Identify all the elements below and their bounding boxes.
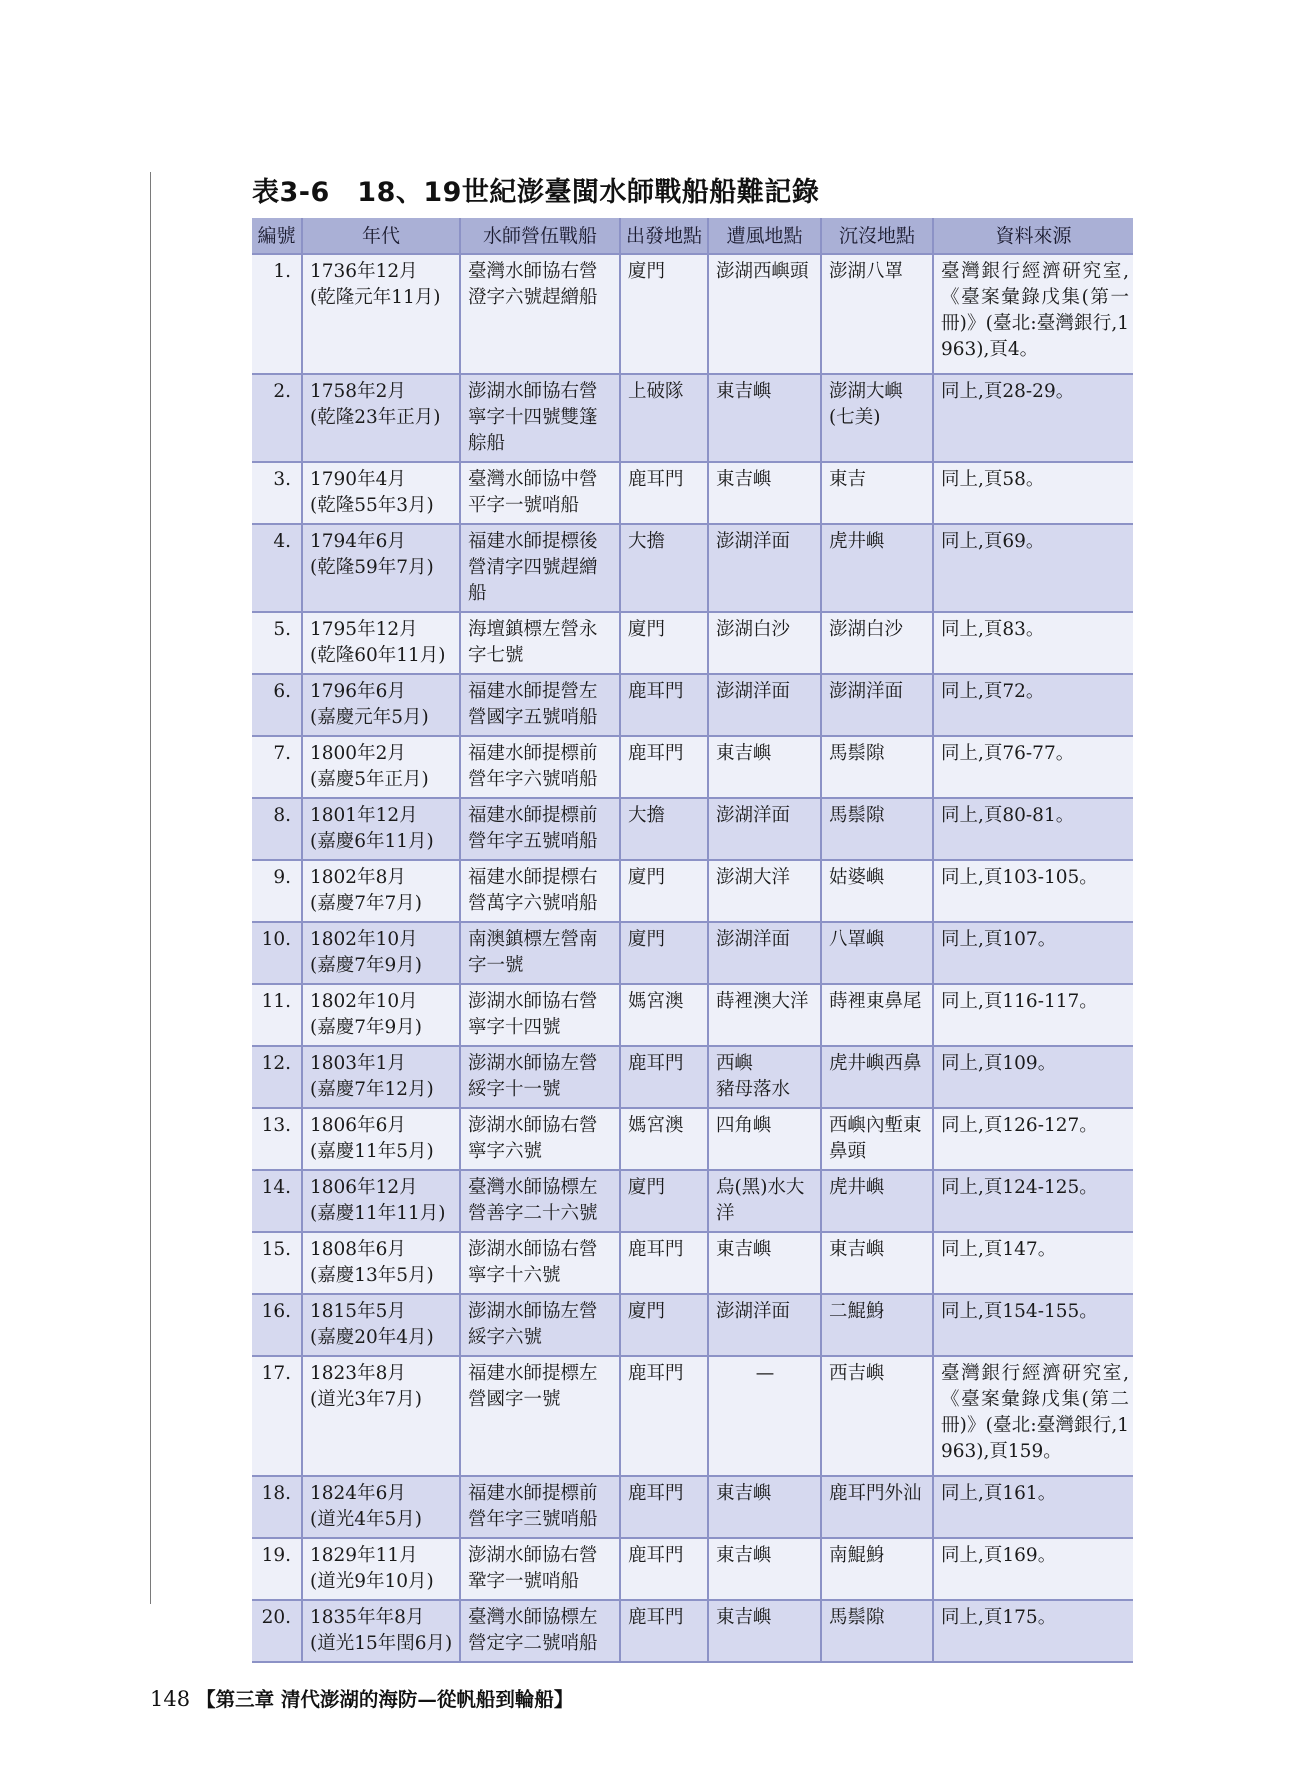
table-row — [252, 798, 1133, 860]
cell-source: 同上,頁83。 — [933, 612, 1133, 674]
cell-number: 20. — [252, 1600, 302, 1662]
table-row — [252, 254, 1133, 374]
cell-ship: 福建水師提標右營萬字六號哨船 — [460, 860, 620, 922]
cell-source: 同上,頁58。 — [933, 462, 1133, 524]
table-title: 表3-6 18、19世紀澎臺閩水師戰船船難記錄 — [252, 177, 820, 208]
cell-departure: 鹿耳門 — [620, 1476, 708, 1538]
col-header-source: 資料來源 — [933, 218, 1133, 254]
table-row — [252, 1108, 1133, 1170]
cell-number: 4. — [252, 524, 302, 612]
table-row — [252, 524, 1133, 612]
cell-number: 16. — [252, 1294, 302, 1356]
cell-departure: 鹿耳門 — [620, 674, 708, 736]
cell-year-reign: (乾隆60年11月) — [310, 645, 446, 666]
cell-number: 13. — [252, 1108, 302, 1170]
cell-year-reign: (嘉慶11年5月) — [310, 1141, 434, 1162]
cell-year — [302, 1600, 460, 1662]
cell-storm-location: 東吉嶼 — [708, 374, 821, 462]
cell-year — [302, 860, 460, 922]
cell-departure: 媽宮澳 — [620, 984, 708, 1046]
cell-ship: 福建水師提標前營年字六號哨船 — [460, 736, 620, 798]
table-row — [252, 922, 1133, 984]
cell-departure: 廈門 — [620, 1294, 708, 1356]
cell-departure: 廈門 — [620, 254, 708, 374]
cell-departure: 鹿耳門 — [620, 736, 708, 798]
cell-departure: 鹿耳門 — [620, 1600, 708, 1662]
cell-ship: 福建水師提營左營國字五號哨船 — [460, 674, 620, 736]
cell-year — [302, 922, 460, 984]
cell-year-gregorian: 1806年12月 — [310, 1177, 418, 1198]
cell-departure: 上破隊 — [620, 374, 708, 462]
cell-ship: 澎湖水師協右營寧字十四號 — [460, 984, 620, 1046]
cell-year-reign: (嘉慶7年9月) — [310, 1017, 422, 1038]
cell-year-gregorian: 1815年5月 — [310, 1301, 406, 1322]
cell-year-reign: (道光4年5月) — [310, 1509, 422, 1530]
cell-sinking-location: 南鯤鯓 — [821, 1538, 933, 1600]
cell-storm-location: 東吉嶼 — [708, 1476, 821, 1538]
cell-year-gregorian: 1794年6月 — [310, 531, 406, 552]
table-row — [252, 1356, 1133, 1476]
cell-ship: 澎湖水師協右營寧字十六號 — [460, 1232, 620, 1294]
cell-source: 同上,頁169。 — [933, 1538, 1133, 1600]
cell-storm-location: 東吉嶼 — [708, 1232, 821, 1294]
cell-year-gregorian: 1835年年8月 — [310, 1607, 425, 1628]
cell-number: 10. — [252, 922, 302, 984]
cell-ship: 南澳鎮標左營南字一號 — [460, 922, 620, 984]
cell-sinking-location: 西吉嶼 — [821, 1356, 933, 1476]
cell-departure: 大擔 — [620, 524, 708, 612]
cell-storm-location: 澎湖洋面 — [708, 524, 821, 612]
cell-sinking-location: 鹿耳門外汕 — [821, 1476, 933, 1538]
page-footer — [150, 1684, 573, 1712]
cell-departure: 廈門 — [620, 1170, 708, 1232]
cell-number: 17. — [252, 1356, 302, 1476]
cell-source: 同上,頁109。 — [933, 1046, 1133, 1108]
cell-year-reign: (乾隆元年11月) — [310, 287, 441, 308]
cell-number: 14. — [252, 1170, 302, 1232]
table-row — [252, 736, 1133, 798]
cell-ship: 澎湖水師協左營綏字十一號 — [460, 1046, 620, 1108]
cell-year-gregorian: 1800年2月 — [310, 743, 406, 764]
cell-sinking-location: 東吉 — [821, 462, 933, 524]
cell-year — [302, 1108, 460, 1170]
cell-source: 臺灣銀行經濟研究室,《臺案彙錄戊集(第一冊)》(臺北:臺灣銀行,1963),頁4。 — [933, 254, 1133, 374]
cell-year-reign: (嘉慶20年4月) — [310, 1327, 434, 1348]
cell-number: 8. — [252, 798, 302, 860]
table-row — [252, 612, 1133, 674]
cell-storm-location: 澎湖洋面 — [708, 922, 821, 984]
cell-sinking-location: 澎湖洋面 — [821, 674, 933, 736]
cell-year-gregorian: 1824年6月 — [310, 1483, 406, 1504]
col-header-departure: 出發地點 — [620, 218, 708, 254]
table-row — [252, 860, 1133, 922]
cell-number: 2. — [252, 374, 302, 462]
cell-source: 同上,頁72。 — [933, 674, 1133, 736]
cell-sinking-location: 虎井嶼西鼻 — [821, 1046, 933, 1108]
cell-storm-location: 澎湖白沙 — [708, 612, 821, 674]
cell-year — [302, 612, 460, 674]
cell-year-gregorian: 1808年6月 — [310, 1239, 406, 1260]
cell-year-reign: (嘉慶13年5月) — [310, 1265, 434, 1286]
cell-source: 同上,頁107。 — [933, 922, 1133, 984]
shipwreck-table — [252, 218, 1133, 1663]
cell-year-reign: (乾隆23年正月) — [310, 407, 441, 428]
cell-storm-location: 東吉嶼 — [708, 736, 821, 798]
cell-departure: 鹿耳門 — [620, 1232, 708, 1294]
cell-storm-location: 烏(黑)水大洋 — [708, 1170, 821, 1232]
table-row — [252, 1476, 1133, 1538]
cell-ship: 海壇鎮標左營永字七號 — [460, 612, 620, 674]
table-row — [252, 1294, 1133, 1356]
cell-year-gregorian: 1823年8月 — [310, 1363, 406, 1384]
cell-sinking-location: 虎井嶼 — [821, 1170, 933, 1232]
table-body — [252, 254, 1133, 1662]
cell-year-reign: (嘉慶7年9月) — [310, 955, 422, 976]
cell-sinking-location: 蒔裡東鼻尾 — [821, 984, 933, 1046]
cell-departure: 鹿耳門 — [620, 1356, 708, 1476]
cell-number: 3. — [252, 462, 302, 524]
cell-ship: 臺灣水師協中營平字一號哨船 — [460, 462, 620, 524]
cell-ship: 臺灣水師協標左營善字二十六號 — [460, 1170, 620, 1232]
cell-storm-location: 西嶼 豬母落水 — [708, 1046, 821, 1108]
cell-source: 同上,頁175。 — [933, 1600, 1133, 1662]
cell-year-gregorian: 1790年4月 — [310, 469, 406, 490]
cell-source: 臺灣銀行經濟研究室,《臺案彙錄戊集(第二冊)》(臺北:臺灣銀行,1963),頁159。 — [933, 1356, 1133, 1476]
cell-year-reign: (嘉慶7年12月) — [310, 1079, 434, 1100]
cell-departure: 廈門 — [620, 922, 708, 984]
cell-year-reign: (道光15年閏6月) — [310, 1633, 453, 1654]
cell-sinking-location: 八罩嶼 — [821, 922, 933, 984]
table-row — [252, 462, 1133, 524]
table-header-row — [252, 218, 1133, 254]
cell-year — [302, 1538, 460, 1600]
cell-ship: 澎湖水師協右營寧字十四號雙篷䑸船 — [460, 374, 620, 462]
cell-ship: 福建水師提標後營清字四號趕繒船 — [460, 524, 620, 612]
cell-storm-location: 澎湖洋面 — [708, 798, 821, 860]
table-row — [252, 674, 1133, 736]
cell-storm-location: 蒔裡澳大洋 — [708, 984, 821, 1046]
col-header-storm-location: 遭風地點 — [708, 218, 821, 254]
cell-storm-location: 四角嶼 — [708, 1108, 821, 1170]
cell-number: 15. — [252, 1232, 302, 1294]
cell-storm-location: 澎湖洋面 — [708, 674, 821, 736]
col-header-number: 編號 — [252, 218, 302, 254]
cell-storm-location: — — [708, 1356, 821, 1476]
cell-number: 12. — [252, 1046, 302, 1108]
cell-source: 同上,頁80-81。 — [933, 798, 1133, 860]
col-header-sinking-location: 沉沒地點 — [821, 218, 933, 254]
table-row — [252, 984, 1133, 1046]
cell-sinking-location: 澎湖白沙 — [821, 612, 933, 674]
cell-source: 同上,頁147。 — [933, 1232, 1133, 1294]
cell-year-reign: (道光9年10月) — [310, 1571, 434, 1592]
cell-source: 同上,頁116-117。 — [933, 984, 1133, 1046]
table-row — [252, 1232, 1133, 1294]
cell-ship: 福建水師提標左營國字一號 — [460, 1356, 620, 1476]
cell-departure: 大擔 — [620, 798, 708, 860]
cell-year — [302, 1356, 460, 1476]
cell-year-gregorian: 1796年6月 — [310, 681, 406, 702]
cell-year — [302, 1046, 460, 1108]
cell-sinking-location: 澎湖大嶼(七美) — [821, 374, 933, 462]
cell-sinking-location: 馬鬃隙 — [821, 798, 933, 860]
cell-year — [302, 524, 460, 612]
cell-number: 9. — [252, 860, 302, 922]
cell-year — [302, 798, 460, 860]
cell-source: 同上,頁103-105。 — [933, 860, 1133, 922]
cell-year — [302, 254, 460, 374]
chapter-title: 【第三章 清代澎湖的海防—從帆船到輪船】 — [196, 1688, 574, 1711]
cell-sinking-location: 馬鬃隙 — [821, 736, 933, 798]
cell-ship: 澎湖水師協右營鞏字一號哨船 — [460, 1538, 620, 1600]
cell-year-reign: (嘉慶11年11月) — [310, 1203, 446, 1224]
cell-year-reign: (嘉慶7年7月) — [310, 893, 422, 914]
col-header-ship: 水師營伍戰船 — [460, 218, 620, 254]
margin-rule — [150, 172, 151, 1604]
cell-departure: 鹿耳門 — [620, 1538, 708, 1600]
cell-year — [302, 1170, 460, 1232]
cell-sinking-location: 西嶼內塹東鼻頭 — [821, 1108, 933, 1170]
cell-ship: 澎湖水師協右營寧字六號 — [460, 1108, 620, 1170]
cell-source: 同上,頁76-77。 — [933, 736, 1133, 798]
cell-year-reign: (道光3年7月) — [310, 1389, 422, 1410]
cell-year-reign: (乾隆59年7月) — [310, 557, 434, 578]
cell-storm-location: 東吉嶼 — [708, 462, 821, 524]
cell-departure: 媽宮澳 — [620, 1108, 708, 1170]
cell-number: 1. — [252, 254, 302, 374]
cell-source: 同上,頁28-29。 — [933, 374, 1133, 462]
cell-storm-location: 東吉嶼 — [708, 1600, 821, 1662]
cell-sinking-location: 馬鬃隙 — [821, 1600, 933, 1662]
cell-year-reign: (嘉慶元年5月) — [310, 707, 429, 728]
cell-ship: 福建水師提標前營年字五號哨船 — [460, 798, 620, 860]
cell-year-gregorian: 1795年12月 — [310, 619, 418, 640]
cell-ship: 澎湖水師協左營綏字六號 — [460, 1294, 620, 1356]
cell-ship: 臺灣水師協標左營定字二號哨船 — [460, 1600, 620, 1662]
cell-source: 同上,頁161。 — [933, 1476, 1133, 1538]
cell-sinking-location: 東吉嶼 — [821, 1232, 933, 1294]
table-row — [252, 1170, 1133, 1232]
table-row — [252, 1600, 1133, 1662]
cell-year — [302, 462, 460, 524]
cell-source: 同上,頁124-125。 — [933, 1170, 1133, 1232]
cell-year — [302, 1476, 460, 1538]
page-number: 148 — [150, 1687, 191, 1711]
cell-number: 11. — [252, 984, 302, 1046]
cell-year-gregorian: 1802年8月 — [310, 867, 406, 888]
table-container — [252, 218, 1133, 1663]
cell-storm-location: 東吉嶼 — [708, 1538, 821, 1600]
cell-year — [302, 374, 460, 462]
cell-year — [302, 1232, 460, 1294]
table-row — [252, 374, 1133, 462]
cell-year-reign: (乾隆55年3月) — [310, 495, 434, 516]
cell-year-gregorian: 1803年1月 — [310, 1053, 406, 1074]
cell-storm-location: 澎湖洋面 — [708, 1294, 821, 1356]
cell-sinking-location: 虎井嶼 — [821, 524, 933, 612]
table-row — [252, 1046, 1133, 1108]
cell-departure: 鹿耳門 — [620, 1046, 708, 1108]
cell-number: 5. — [252, 612, 302, 674]
cell-year-gregorian: 1802年10月 — [310, 991, 418, 1012]
cell-departure: 廈門 — [620, 860, 708, 922]
cell-number: 7. — [252, 736, 302, 798]
cell-number: 6. — [252, 674, 302, 736]
cell-source: 同上,頁69。 — [933, 524, 1133, 612]
table-row — [252, 1538, 1133, 1600]
cell-storm-location: 澎湖大洋 — [708, 860, 821, 922]
cell-year-gregorian: 1806年6月 — [310, 1115, 406, 1136]
cell-number: 18. — [252, 1476, 302, 1538]
cell-departure: 廈門 — [620, 612, 708, 674]
cell-year-reign: (嘉慶6年11月) — [310, 831, 434, 852]
cell-year-gregorian: 1802年10月 — [310, 929, 418, 950]
cell-year-gregorian: 1829年11月 — [310, 1545, 418, 1566]
cell-source: 同上,頁154-155。 — [933, 1294, 1133, 1356]
cell-year-gregorian: 1801年12月 — [310, 805, 418, 826]
cell-year-reign: (嘉慶5年正月) — [310, 769, 429, 790]
cell-sinking-location: 二鯤鯓 — [821, 1294, 933, 1356]
cell-year — [302, 1294, 460, 1356]
cell-number: 19. — [252, 1538, 302, 1600]
cell-sinking-location: 姑婆嶼 — [821, 860, 933, 922]
col-header-year: 年代 — [302, 218, 460, 254]
cell-ship: 福建水師提標前營年字三號哨船 — [460, 1476, 620, 1538]
cell-year-gregorian: 1758年2月 — [310, 381, 406, 402]
cell-sinking-location: 澎湖八罩 — [821, 254, 933, 374]
cell-departure: 鹿耳門 — [620, 462, 708, 524]
cell-ship: 臺灣水師協右營澄字六號趕繒船 — [460, 254, 620, 374]
cell-storm-location: 澎湖西嶼頭 — [708, 254, 821, 374]
cell-year — [302, 674, 460, 736]
cell-source: 同上,頁126-127。 — [933, 1108, 1133, 1170]
cell-year-gregorian: 1736年12月 — [310, 261, 418, 282]
cell-year — [302, 736, 460, 798]
cell-year — [302, 984, 460, 1046]
